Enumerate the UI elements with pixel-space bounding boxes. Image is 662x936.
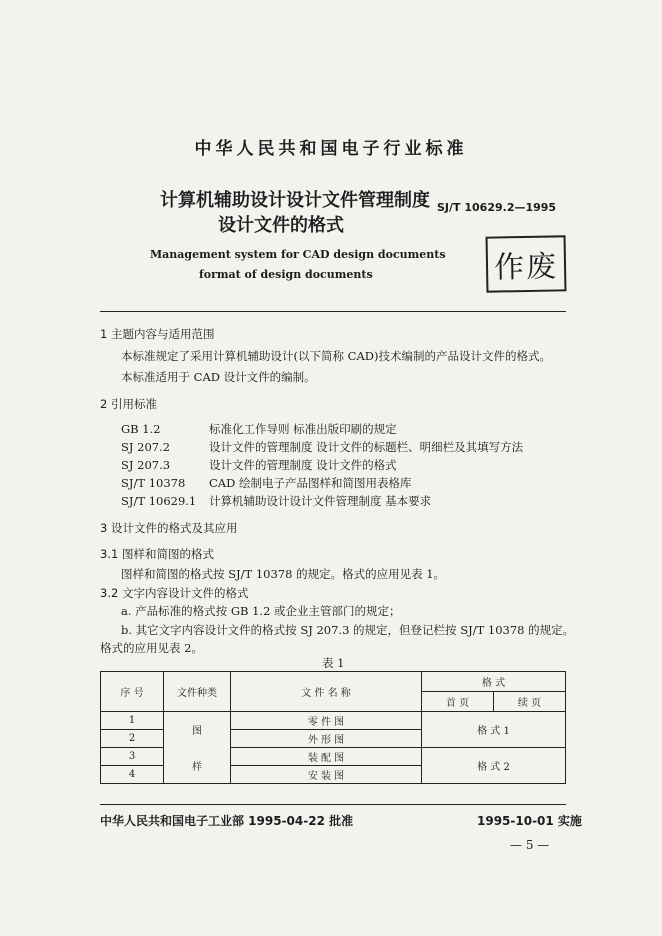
reference-item [121,475,411,491]
format-group-1: 格 式 1 [422,712,566,748]
reference-title: 设计文件的管理制度 设计文件的格式 [209,458,397,472]
table-header-cont-page: 续 页 [494,692,566,712]
document-title-line2: 设计文件的格式 [218,215,344,236]
table-row [101,748,566,766]
format-table [100,671,566,784]
reference-code: SJ 207.3 [121,458,171,472]
section3-1-heading: 3.1 图样和简图的格式 [100,547,214,561]
table-header-type: 文件种类 [164,672,231,712]
section3-2-item-b-cont: 格式的应用见表 2。 [100,641,203,655]
approval-line: 中华人民共和国电子工业部 1995-04-22 批准 [100,814,354,828]
section1-para2: 本标准适用于 CAD 设计文件的编制。 [121,370,316,384]
row-seq: 4 [101,766,164,784]
section3-2-item-a: a. 产品标准的格式按 GB 1.2 或企业主管部门的规定； [121,604,401,618]
english-title-line1: Management system for CAD design documents [150,248,446,261]
reference-title: CAD 绘制电子产品图样和简图用表格库 [209,476,412,490]
row-seq: 3 [101,748,164,766]
section3-2-heading: 3.2 文字内容设计文件的格式 [100,586,249,600]
row-seq: 1 [101,712,164,730]
section2-heading: 2 引用标准 [100,397,157,411]
row-name: 装 配 图 [231,748,422,766]
standard-number: SJ/T 10629.2—1995 [437,201,557,214]
format-group-2: 格 式 2 [422,748,566,784]
reference-title: 设计文件的管理制度 设计文件的标题栏、明细栏及其填写方法 [209,440,524,454]
table-header-seq: 序 号 [101,672,164,712]
row-name: 外 形 图 [231,730,422,748]
section3-2-item-b: b. 其它文字内容设计文件的格式按 SJ 207.3 的规定，但登记栏按 SJ/T 10378 的规定。 [121,623,575,637]
table-header-format: 格 式 [422,672,566,692]
english-title-line2: format of design documents [199,268,373,281]
table-header-name: 文 件 名 称 [231,672,422,712]
page-number: — 5 — [510,838,550,852]
section3-1-para: 图样和简图的格式按 SJ/T 10378 的规定。格式的应用见表 1。 [121,567,446,581]
reference-title: 标准化工作导则 标准出版印刷的规定 [209,422,397,436]
reference-item [121,493,431,509]
issuing-authority: 中华人民共和国电子行业标准 [194,139,468,159]
doc-type-cell: 样 [164,748,231,784]
reference-code: SJ/T 10378 [121,476,186,490]
table-header-first-page: 首 页 [422,692,494,712]
doc-type-cell: 图 [164,712,231,748]
footer-divider [100,804,566,805]
document-title-line1: 计算机辅助设计设计文件管理制度 [160,190,430,211]
reference-code: SJ/T 10629.1 [121,494,197,508]
section3-heading: 3 设计文件的格式及其应用 [100,521,238,535]
reference-item [121,421,397,437]
header-divider [100,311,566,312]
reference-code: GB 1.2 [121,422,161,436]
obsolete-stamp: 作废 [486,235,567,292]
reference-code: SJ 207.2 [121,440,171,454]
table-row [101,712,566,730]
reference-item [121,457,397,473]
table-caption: 表 1 [322,656,345,670]
effective-date: 1995-10-01 实施 [477,814,582,828]
row-name: 零 件 图 [231,712,422,730]
row-name: 安 装 图 [231,766,422,784]
row-seq: 2 [101,730,164,748]
section1-heading: 1 主题内容与适用范围 [100,327,215,341]
reference-item [121,439,523,455]
reference-title: 计算机辅助设计设计文件管理制度 基本要求 [209,494,432,508]
section1-para1: 本标准规定了采用计算机辅助设计(以下简称 CAD)技术编制的产品设计文件的格式。 [121,349,551,363]
